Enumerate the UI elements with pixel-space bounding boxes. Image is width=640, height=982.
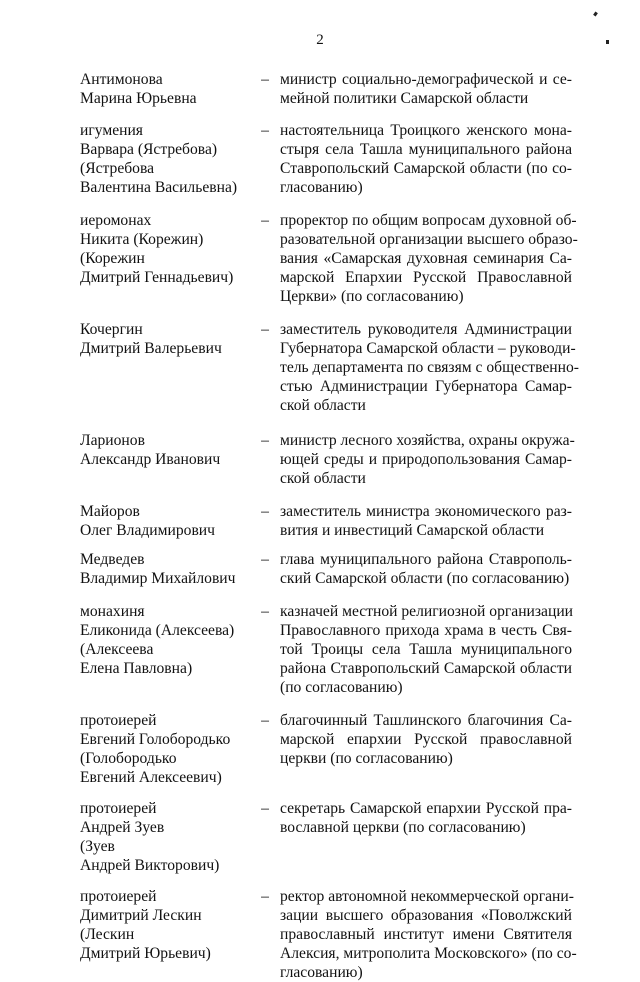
member-name-line: Дмитрий Валерьевич [80,340,222,357]
member-position-line: вославной церкви (по согласованию) [280,819,526,836]
member-entry [80,550,572,588]
member-position-line: Церкви» (по согласованию) [280,288,464,305]
member-position [280,121,572,197]
member-position-line: казначей местной религиозной организации [280,603,574,620]
member-position-line: мейной политики Самарской области [280,90,529,107]
member-list [80,70,579,982]
member-name-line: (Зуев [80,838,115,855]
member-position-line: ректор автономной некоммерческой органи- [280,888,574,905]
member-name [80,121,250,197]
member-position [280,602,572,697]
member-position-line: стыря села Ташла муниципального района [280,141,572,158]
member-entry [80,502,572,540]
scan-speck [606,40,609,44]
member-name-line: Марина Юрьевна [80,90,197,107]
member-name-line: Евгений Голобородько [80,731,231,748]
dash-separator: – [261,71,269,88]
member-entry [80,602,572,697]
member-name-line: (Ястребова [80,160,155,177]
member-name-line: протоиерей [80,712,157,729]
member-name-line: Владимир Михайлович [80,570,236,587]
member-position-line: церкви (по согласованию) [280,750,453,767]
member-position [280,711,572,768]
member-entry [80,799,572,875]
member-name-line: Андрей Зуев [80,819,165,836]
member-name-line: Олег Владимирович [80,522,215,539]
member-name-line: (Корежин [80,250,145,267]
member-name-line: Валентина Васильевна) [80,179,238,196]
member-position-line: марской Епархии Русской Православной [280,269,572,286]
member-position [280,211,578,306]
dash-separator: – [261,603,269,620]
scan-speck [593,12,598,17]
member-name-line: Антимонова [80,71,163,88]
member-position-line: гласованию) [280,964,363,981]
member-position-line: проректор по общим вопросам духовной об- [280,212,577,229]
member-position-line: Ставропольский Самарской области (по со- [280,160,572,177]
member-name-line: (Алексеева [80,641,154,658]
page-number: 2 [316,32,324,48]
member-position-line: ющей среды и природопользования Самар- [280,451,572,468]
member-name [80,70,250,108]
dash-separator: – [261,712,269,729]
member-entry [80,711,572,787]
member-name-line: Елена Павловна) [80,660,193,677]
member-position-line: района Ставропольский Самарской области [280,660,572,677]
member-position-line: марской епархии Русской православной [280,731,572,748]
member-name-line: Андрей Викторович) [80,857,220,874]
member-position-line: тель департамента по связям с общественно- [280,359,579,376]
member-name [80,711,250,787]
member-entry [80,211,578,306]
member-position [280,502,572,540]
member-position-line: зации высшего образования «Поволжский [280,907,572,924]
member-position-line: той Троицы села Ташла муниципального [280,641,572,658]
member-position-line: настоятельница Троицкого женского мона- [280,122,572,139]
dash-separator: – [261,551,269,568]
dash-separator: – [261,503,269,520]
member-name-line: протоиерей [80,888,157,905]
member-position [280,550,572,588]
member-entry [80,121,572,197]
member-position-line: (по согласованию) [280,679,403,696]
member-position-line: Губернатора Самарской области – руководи- [280,340,576,357]
member-entry [80,70,572,108]
member-entry [80,887,577,982]
member-name-line: игумения [80,122,143,139]
member-position-line: благочинный Ташлинского благочиния Са- [280,712,572,729]
member-name-line: (Лескин [80,926,135,943]
member-position-line: разовательной организации высшего образо- [280,231,578,248]
member-position-line: ской области [280,397,366,414]
member-name-line: протоиерей [80,800,157,817]
member-name-line: Никита (Корежин) [80,231,204,248]
dash-separator: – [261,432,269,449]
member-name-line: Медведев [80,551,145,568]
member-position-line: Православного прихода храма в честь Свя- [280,622,572,639]
dash-separator: – [261,888,269,905]
member-position [280,799,572,837]
member-name [80,320,250,358]
member-position-line: православный институт имени Святителя [280,926,572,943]
member-name-line: Дмитрий Геннадьевич) [80,269,234,286]
member-name [80,431,250,469]
dash-separator: – [261,212,269,229]
member-name-line: Варвара (Ястребова) [80,141,218,158]
member-name-line: Евгений Алексеевич) [80,769,222,786]
member-name [80,799,250,875]
member-position-line: заместитель министра экономического раз- [280,503,572,520]
member-position [280,431,575,488]
member-position-line: ский Самарской области (по согласованию) [280,570,570,587]
member-position-line: ской области [280,470,366,487]
member-name [80,211,250,287]
member-position [280,887,577,982]
member-name-line: Ларионов [80,432,145,449]
dash-separator: – [261,122,269,139]
member-name-line: монахиня [80,603,145,620]
member-name-line: Димитрий Лескин [80,907,202,924]
member-name-line: Майоров [80,503,140,520]
member-name-line: Дмитрий Юрьевич) [80,945,211,962]
member-entry [80,431,575,488]
member-position-line: гласованию) [280,179,363,196]
member-name-line: Кочергин [80,321,143,338]
member-position-line: министр лесного хозяйства, охраны окружа- [280,432,575,449]
member-entry [80,320,579,415]
member-position-line: вания «Самарская духовная семинария Са- [280,250,572,267]
member-name [80,550,250,588]
member-position [280,70,572,108]
dash-separator: – [261,321,269,338]
member-name [80,602,250,678]
member-position-line: заместитель руководителя Администрации [280,321,572,338]
member-name-line: Александр Иванович [80,451,221,468]
member-position-line: вития и инвестиций Самарской области [280,522,545,539]
member-position-line: Алексия, митрополита Московского» (по со- [280,945,577,962]
member-name-line: иеромонах [80,212,152,229]
member-name-line: (Голобородько [80,750,177,767]
member-name-line: Еликонида (Алексеева) [80,622,235,639]
member-position-line: министр социально-демографической и се- [280,71,572,88]
member-position-line: секретарь Самарской епархии Русской пра- [280,800,572,817]
member-name [80,502,250,540]
member-position-line: стью Администрации Губернатора Самар- [280,378,572,395]
dash-separator: – [261,800,269,817]
member-position [280,320,579,415]
member-position-line: глава муниципального района Ставрополь- [280,551,572,568]
member-name [80,887,250,963]
